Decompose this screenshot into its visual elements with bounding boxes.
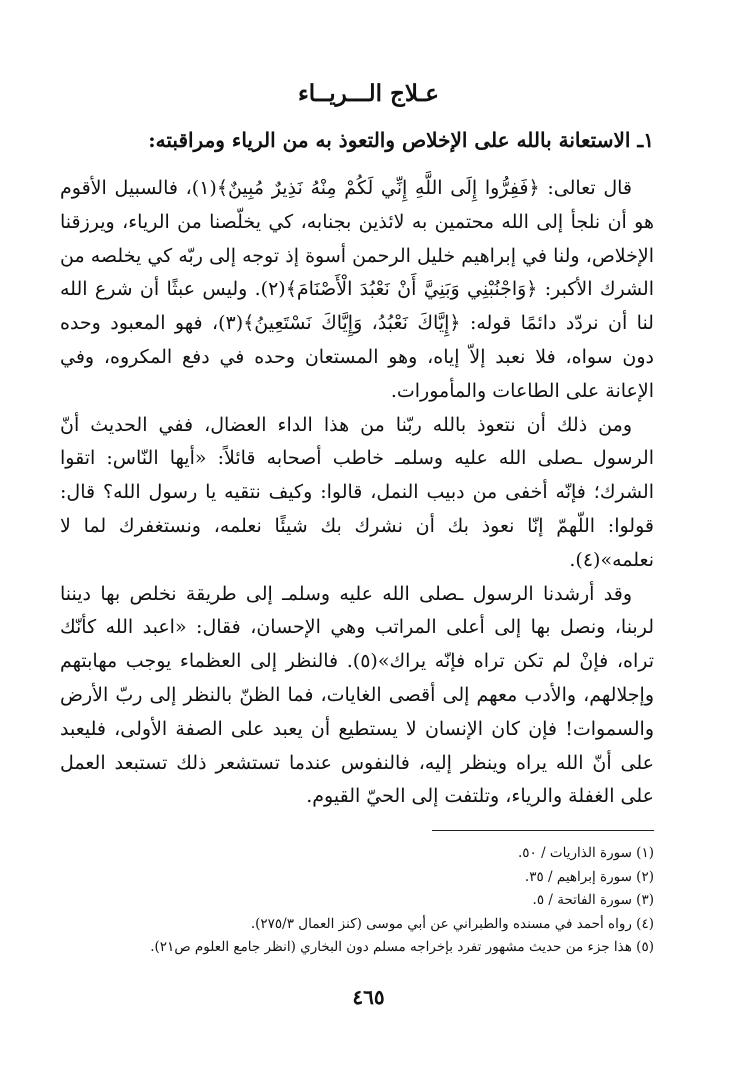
footnote-divider (432, 830, 654, 831)
page-title: عـلاج الـــريــاء (297, 80, 440, 107)
section-heading: ١ـ الاستعانة بالله على الإخلاص والتعوذ به من الرياء ومراقبته: (148, 128, 654, 152)
footnote: (١) سورة الذاريات / ٥٠. (517, 845, 654, 861)
footnote: (٣) سورة الفاتحة / ٥. (532, 892, 654, 908)
footnote: (٥) هذا جزء من حديث مشهور تفرد بإخراجه مسلم دون البخاري (انظر جامع العلوم ص٢١). (150, 939, 654, 955)
page-number: ٤٦٥ (352, 985, 385, 1009)
paragraph: ومن ذلك أن نتعوذ بالله ربّنا من هذا الداء العضال، ففي الحديث أنّ الرسول ـصلى الله عليه وسلمـ خاطب أصحابه قائلاً: «أيها النّاس: اتقوا الشرك؛ فإنّه أخفى من دبيب النمل، قالوا: وكيف نتقيه يا رسول الله؟ قال: قولوا: اللّهمّ إنّا نعوذ بك أن نشرك بك شيئًا نعلمه، ونستغفرك لما لا نعلمه»(٤). (60, 413, 654, 571)
paragraph: قال تعالى: ﴿فَفِرُّوا إِلَى اللَّهِ إِنِّي لَكُمْ مِنْهُ نَذِيرٌ مُبِينٌ﴾(١)، فالسبيل الأقوم هو أن نلجأ إلى الله محتمين به لائذين بجنابه، كي يخلّصنا من الرياء، ويرزقنا الإخلاص، ولنا في إبراهيم خليل الرحمن أسوة إذ توجه إلى ربّه كي يخلصه من الشرك الأكبر: ﴿وَاجْنُبْنِي وَبَنِيَّ أَنْ نَعْبُدَ الْأَصْنَامَ﴾(٢). وليس عبثًا أن شرع الله لنا أن نردّد دائمًا قوله: ﴿إِيَّاكَ نَعْبُدُ، وَإِيَّاكَ نَسْتَعِينُ﴾(٣)، فهو المعبود وحده دون سواه، فلا نعبد إلاّ إياه، وهو المستعان وحده في دفع المكروه، وفي الإعانة على الطاعات والمأمورات. (60, 177, 654, 402)
paragraph: وقد أرشدنا الرسول ـصلى الله عليه وسلمـ إلى طريقة نخلص بها ديننا لربنا، ونصل بها إلى أعلى المراتب وهي الإحسان، فقال: «اعبد الله كأنّك تراه، فإنْ لم تكن تراه فإنّه يراك»(٥). فالنظر إلى العظماء يوجب مهابتهم وإجلالهم، والأدب معهم إلى أقصى الغايات، فما الظنّ بالنظر إلى ربّ الأرض والسموات! فإن كان الإنسان لا يستطيع أن يعبد على الصفة الأولى، فليعبد على أنّ الله يراه وينظر إليه، فالنفوس عندما تستشعر ذلك تستبعد العمل على الغفلة والرياء، وتلتفت إلى الحيّ القيوم. (60, 582, 654, 808)
body-text (60, 172, 654, 814)
footnote: (٤) رواه أحمد في مسنده والطبراني عن أبي موسى (كنز العمال ٢٧٥/٣). (250, 915, 654, 932)
footnote: (٢) سورة إبراهيم / ٣٥. (524, 868, 654, 885)
footnotes (60, 842, 654, 960)
